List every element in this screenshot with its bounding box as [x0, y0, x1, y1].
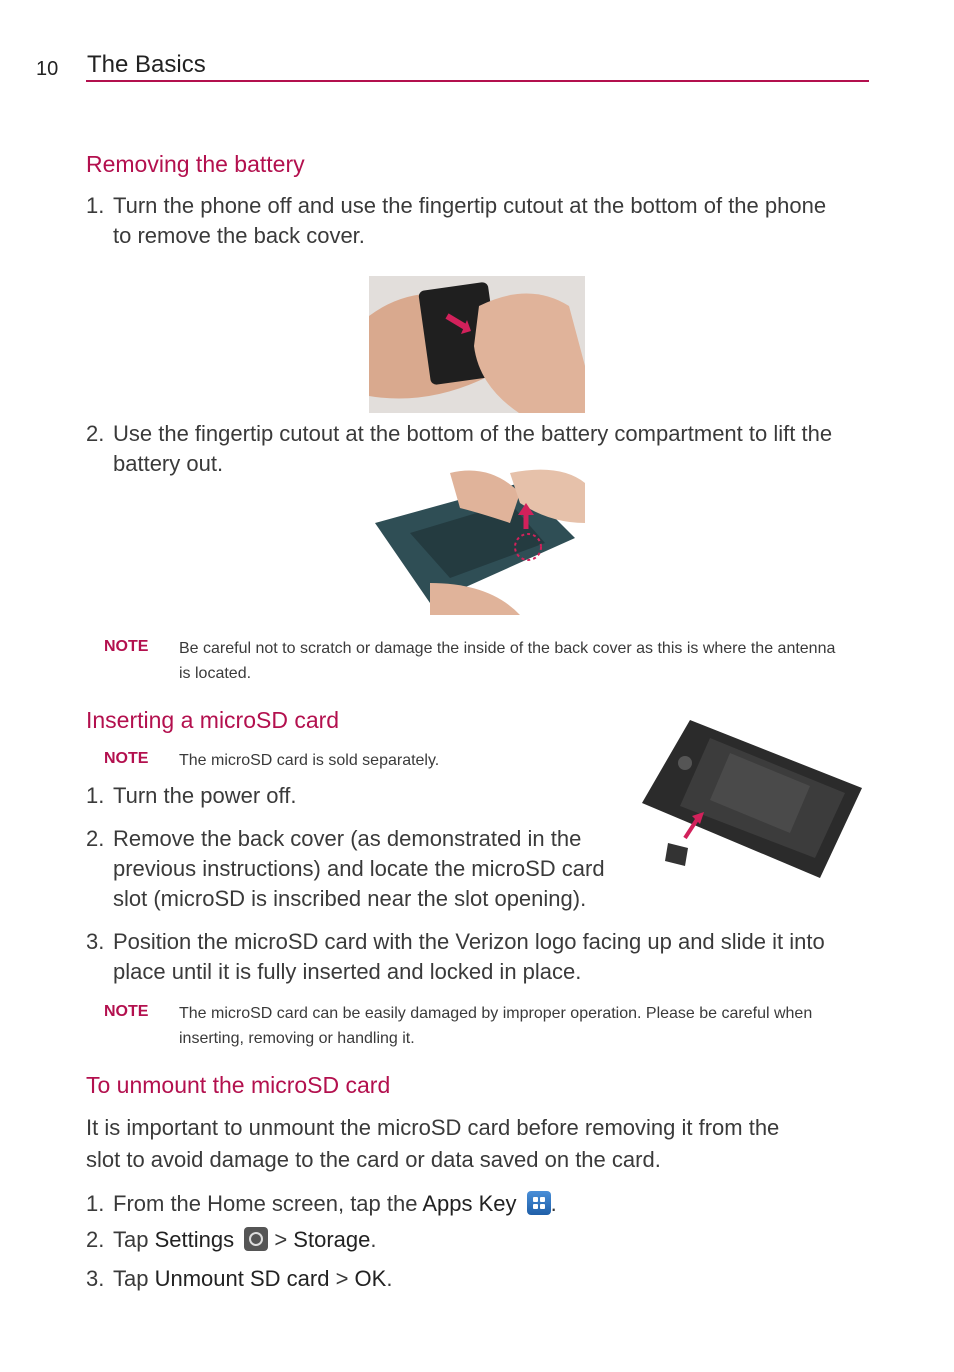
step-text: [113, 1225, 376, 1255]
step-text-pre: Tap: [113, 1227, 155, 1252]
note-text: The microSD card is sold separately.: [179, 752, 440, 769]
step-text: battery out.: [113, 451, 224, 476]
step-number: 2.: [86, 1227, 105, 1252]
step-text: place until it is fully inserted and locked in place.: [113, 959, 582, 984]
step-text: to remove the back cover.: [113, 223, 365, 248]
step-text-pre: Tap: [113, 1266, 155, 1291]
ok-label: OK: [354, 1266, 387, 1291]
intro-line: slot to avoid damage to the card or data saved on the card.: [86, 1147, 661, 1172]
note-text: inserting, removing or handling it.: [179, 1030, 415, 1047]
note-text: Be careful not to scratch or damage the inside of the back cover as this is where the antenna: [179, 640, 836, 657]
note-label: NOTE: [104, 750, 149, 767]
settings-label: Settings: [154, 1227, 235, 1252]
step-text: Remove the back cover (as demonstrated in the: [113, 826, 582, 851]
header-rule: [86, 80, 869, 82]
heading-removing-battery: Removing the battery: [86, 151, 305, 177]
intro-line: It is important to unmount the microSD card before removing it from the: [86, 1115, 780, 1140]
step-number: 1.: [86, 1191, 105, 1216]
step-text-post: .: [550, 1191, 557, 1216]
step-number: 2.: [86, 421, 105, 446]
photo-lift-battery: [370, 463, 585, 615]
step-text-post: .: [370, 1227, 377, 1252]
step-text: [113, 1264, 392, 1294]
heading-inserting-microsd: Inserting a microSD card: [86, 707, 340, 733]
step-separator: >: [329, 1266, 355, 1291]
step-text: Turn the power off.: [113, 783, 297, 808]
note-label: NOTE: [104, 1003, 149, 1020]
step-number: 1.: [86, 783, 105, 808]
step-text-post: .: [386, 1266, 393, 1291]
step-number: 3.: [86, 1266, 105, 1291]
note-text: is located.: [179, 665, 252, 682]
step-text: Position the microSD card with the Verizon logo facing up and slide it into: [113, 929, 825, 954]
step-text: previous instructions) and locate the microSD card: [113, 856, 605, 881]
step-text: Turn the phone off and use the fingertip cutout at the bottom of the phone: [113, 193, 827, 218]
apps-key-label: Apps Key: [422, 1191, 517, 1216]
step-number: 3.: [86, 929, 105, 954]
step-text: slot (microSD is inscribed near the slot opening).: [113, 886, 587, 911]
step-text: [113, 1189, 557, 1219]
section-title: The Basics: [87, 51, 206, 78]
page-number: 10: [36, 58, 59, 80]
note-text: The microSD card can be easily damaged by improper operation. Please be careful when: [179, 1005, 813, 1022]
step-number: 2.: [86, 826, 105, 851]
step-separator: >: [268, 1227, 294, 1252]
step-text: Use the fingertip cutout at the bottom of the battery compartment to lift the: [113, 421, 833, 446]
storage-label: Storage: [293, 1227, 371, 1252]
photo-microsd-slot: [640, 718, 865, 883]
unmount-sd-card-label: Unmount SD card: [154, 1266, 330, 1291]
unmount-intro: [86, 1112, 779, 1176]
photo-remove-back-cover: [369, 276, 585, 413]
apps-key-icon: [527, 1191, 551, 1215]
settings-gear-icon: [244, 1227, 268, 1251]
step-text-pre: From the Home screen, tap the: [113, 1191, 423, 1216]
note-label: NOTE: [104, 638, 149, 655]
step-number: 1.: [86, 193, 105, 218]
heading-unmount-microsd: To unmount the microSD card: [86, 1072, 391, 1098]
